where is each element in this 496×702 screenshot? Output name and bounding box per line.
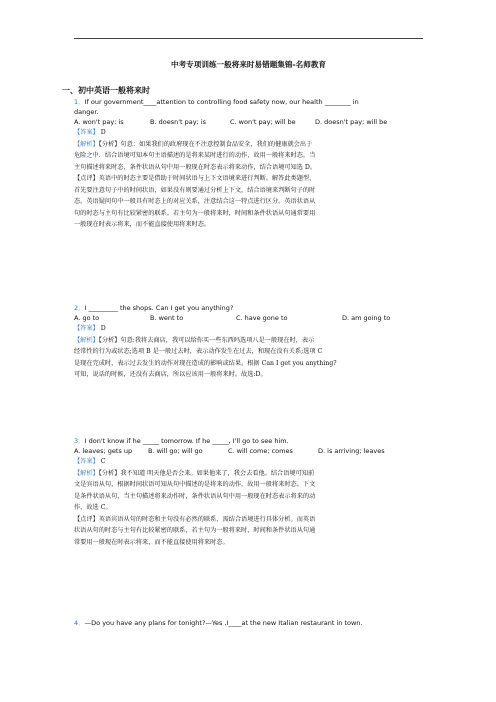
answer-value: C: [100, 458, 106, 465]
question-stem: 4．—Do you have any plans for tonight?—Yes ,I____at the new Italian restaurant in town.: [74, 619, 363, 627]
analysis-block: 【解析】【分析】我不知道 明天他是否会来。如果他来了，我会去看他。结合语境可知前 文是宾语从句，根据时间状语可知从句中描述的是将来的动作，故用一般将来时态。下文 是条件状语从句，当主句描述将来动作时，条件状语从句中用一般现在时态表示将来的动 作，故选 C。: [74, 469, 316, 511]
question-stem: 1．If our government____attention to controlling food safety now, our health ________ in: [74, 98, 359, 106]
option-b: B. went to: [150, 314, 184, 322]
answer-value: D: [100, 325, 106, 332]
option-b: B. will go; will go: [148, 447, 203, 455]
section-heading: 一、初中英语一般将来时: [62, 85, 150, 95]
question-number: 1．: [74, 98, 85, 106]
comment-block: 【点评】英语中的时态主要是借助于时间状语与上下文语境来进行判断。解答此类题型， 首先要注意句子中的时间状语，如果没有则要通过分析上下文，结合语境来判断句子的时 态。英语疑问句中一般具有时态上的对应关系，注意结合这一特点进行区分。英语状语从 句的时态与主句有比较紧密的联系。若主句为一般将来时，时间和条件状语从句通常要用 一般现在时表示将来，而不能直接使用将来时态。: [74, 175, 316, 228]
option-a: A. won't pay; is: [74, 118, 124, 126]
option-c: C. will come; comes: [228, 447, 293, 455]
answer-value: D: [100, 129, 106, 136]
question-stem-cont: danger.: [74, 108, 99, 116]
question-1: [74, 97, 423, 231]
option-d: D. am going to: [342, 314, 391, 322]
question-number: 4．: [74, 619, 85, 627]
answer-line: 【答案】 D: [74, 129, 106, 136]
answer-line: 【答案】 C: [74, 458, 106, 465]
analysis-block: 【解析】【分析】句意:我将去商店，我可以给你买一些东西吗选项八是一般现在时，表示 经常性的行为或状态;选项 B 是一般过去时，表示动作发生在过去，和现在没有关系;选项 C 是现在完成时，表示过去发生的动作对现在造成的影响或结果。根据 Can I get you anything? 可知，说话的时候，还没有去商店，所以应该用一般将来时。故选:D。: [74, 336, 337, 378]
option-d: D. is arriving; leaves: [318, 447, 385, 455]
options-row: [74, 313, 423, 323]
option-a: A. go to: [74, 314, 100, 322]
question-number: 2．: [74, 304, 85, 312]
option-c: C. have gone to: [236, 314, 288, 322]
page-title: 中考专项训练一般将来时易错题集锦-名师教育: [170, 60, 327, 69]
option-b: B. doesn't pay; is: [150, 118, 207, 126]
answer-line: 【答案】 D: [74, 325, 106, 332]
top-rule: [74, 38, 423, 39]
option-c: C. won't pay; will be: [230, 118, 296, 126]
option-a: A. leaves; gets up: [74, 447, 133, 455]
options-row: [74, 117, 423, 127]
question-number: 3．: [74, 437, 85, 445]
question-3: [74, 436, 423, 548]
analysis-block: 【解析】【分析】句意：如果我们的政府现在不注意控制食品安全，我们的健康就会出于 危险之中．结合语境可知本句主语描述的是将来某时进行的动作，故用一般将来时态。当 主句描述将来时态，条件状语从句中用一般现在时态表示将来动作，结合语境可知选 D。: [74, 140, 317, 171]
comment-block: 【点评】英语宾语从句的时态和主句没有必然的联系，需结合语境进行具体分析。而英语 状语从句的时态与主句有比较紧密的联系，若主句为一般将来时，时间和条件状语从句通 常要用一般现在时表示将来，而不能直接使用将来时态。: [74, 515, 316, 546]
question-2: [74, 303, 423, 381]
option-d: D. doesn't pay; will be: [315, 118, 388, 126]
question-stem: 3．I don't know if he _____ tomorrow. If he _____, I'll go to see him.: [74, 437, 289, 445]
question-4: [74, 618, 423, 628]
question-stem: 2．I _________ the shops. Can I get you anything?: [74, 304, 234, 312]
options-row: [74, 446, 423, 456]
